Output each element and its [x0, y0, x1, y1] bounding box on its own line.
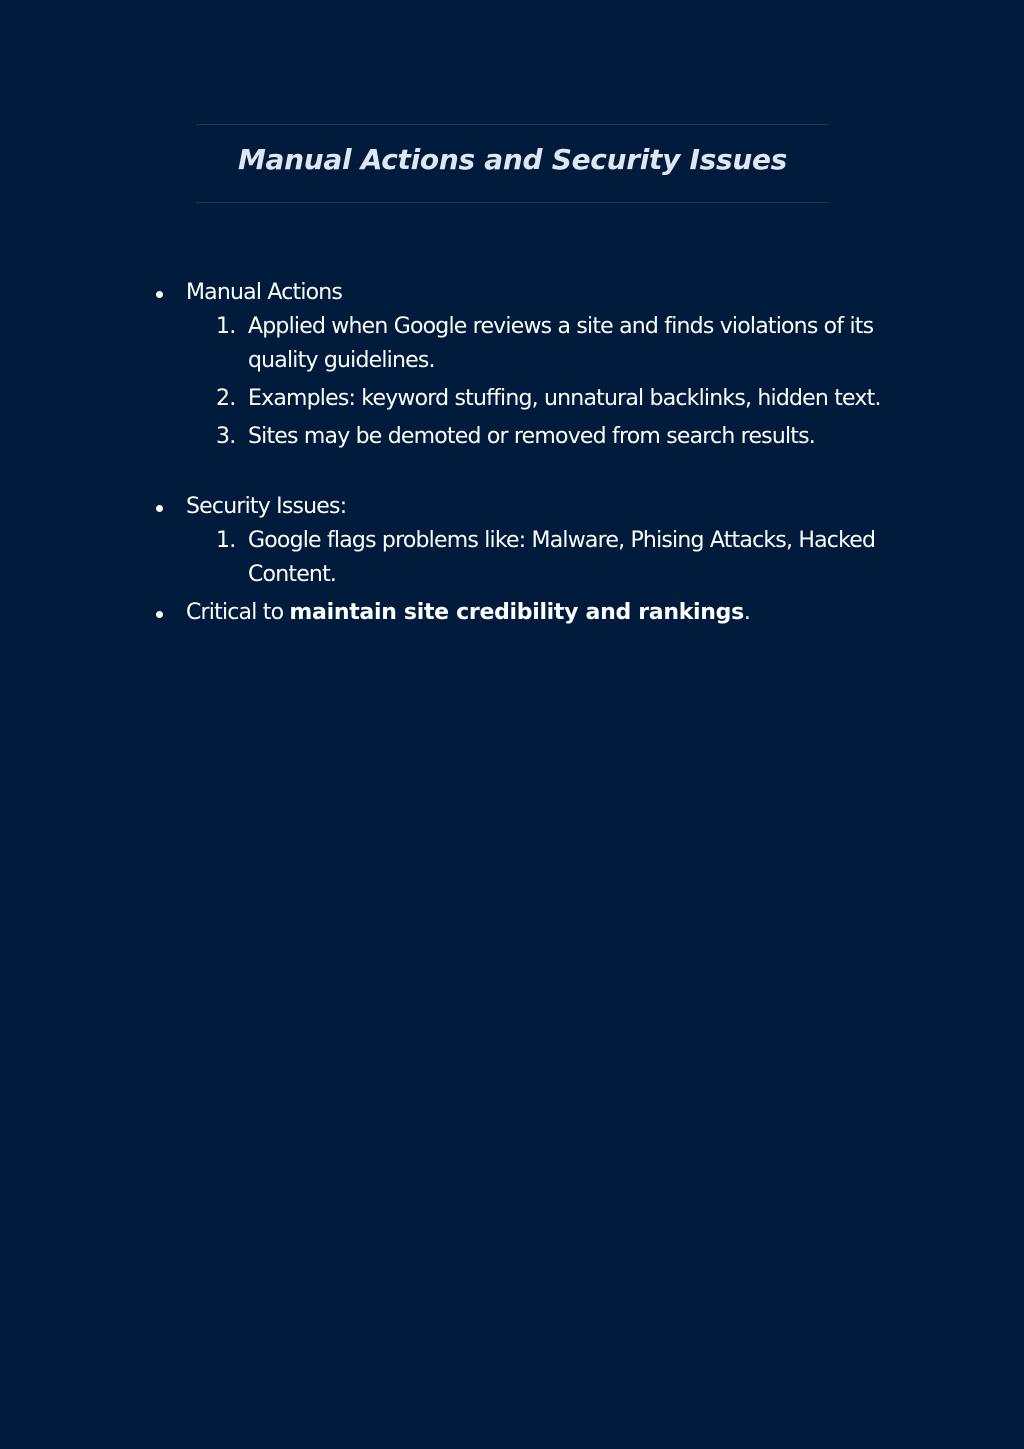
closing-emphasis: maintain site credibility and rankings: [289, 600, 744, 625]
item-number: 1.: [216, 528, 236, 553]
numbered-list: [186, 524, 890, 592]
section-heading: Security Issues:: [186, 494, 347, 519]
bullet-list: [150, 276, 890, 630]
item-text: Examples: keyword stuffing, unnatural backlinks, hidden text.: [248, 386, 881, 411]
bullet-icon: [156, 505, 163, 512]
section-heading: Manual Actions: [186, 280, 343, 305]
content: [150, 276, 890, 630]
list-item-manual-actions: [150, 276, 890, 490]
list-item: [186, 310, 890, 378]
bullet-icon: [156, 291, 163, 298]
title-block: [196, 124, 829, 203]
bullet-icon: [156, 611, 163, 618]
closing-suffix: .: [743, 600, 751, 625]
page-title: Manual Actions and Security Issues: [237, 143, 788, 176]
item-text: Applied when Google reviews a site and finds violations of its quality guidelines.: [248, 314, 874, 373]
list-item: [186, 524, 890, 592]
item-number: 2.: [216, 386, 236, 411]
item-text: Sites may be demoted or removed from search results.: [248, 424, 815, 449]
list-item-security-issues: [150, 490, 890, 592]
list-item: [186, 382, 890, 416]
list-item: [186, 420, 890, 454]
spacer: [186, 458, 890, 490]
list-item-closing: [150, 596, 890, 630]
numbered-list: [186, 310, 890, 454]
item-number: 3.: [216, 424, 236, 449]
closing-prefix: Critical to: [186, 600, 290, 625]
item-text: Google flags problems like: Malware, Phising Attacks, Hacked Content.: [248, 528, 876, 587]
item-number: 1.: [216, 314, 236, 339]
